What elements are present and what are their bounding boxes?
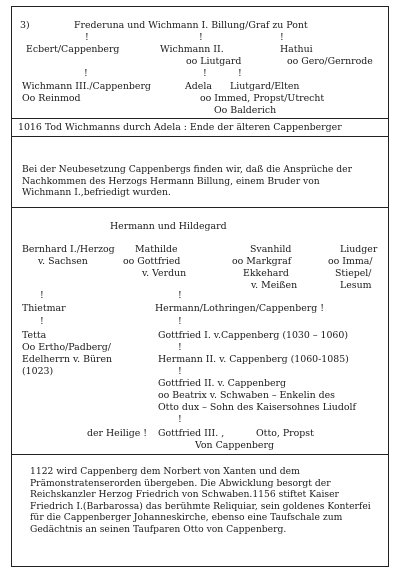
paragraph-line: Prämonstratenserorden übergeben. Die Abwicklung besorgt der	[30, 477, 331, 489]
tree2-bernhard-line2: v. Sachsen	[38, 256, 88, 267]
tree2-mathilde-line3: v. Verdun	[142, 268, 187, 279]
tree2-liudger-line4: Lesum	[340, 280, 372, 291]
tree2-mathilde: Mathilde	[135, 244, 178, 255]
tree2-tetta-line4: (1023)	[22, 366, 54, 377]
tree2-mark: !	[178, 366, 182, 377]
tree2-liudger-line2: oo Imma/	[328, 256, 373, 267]
tree2-mathilde-line2: oo Gottfried	[123, 256, 181, 267]
tree1-mark-3: !	[280, 32, 284, 43]
tree1-mark-1: !	[85, 32, 89, 43]
tree2-bernhard: Bernhard I./Herzog	[22, 244, 115, 255]
tree2-liudger: Liudger	[340, 244, 378, 255]
divider	[11, 136, 389, 137]
tree1-spouse-immed: oo Immed, Propst/Utrecht	[200, 93, 325, 104]
tree1-mark-6: !	[238, 68, 242, 79]
tree1-child-hathui: Hathui	[280, 44, 313, 55]
paragraph-1	[22, 164, 352, 199]
divider	[11, 207, 389, 208]
tree1-mark-5: !	[203, 68, 207, 79]
tree2-mark: !	[40, 290, 44, 301]
tree2-tetta: Tetta	[22, 330, 47, 341]
tree2-hermann2: Hermann II. v. Cappenberg (1060-1085)	[158, 354, 349, 365]
paragraph-line: Gedächtnis an seinen Taufparen Otto von Cappenberg.	[30, 523, 287, 535]
tree1-spouse-liutgard: oo Liutgard	[186, 56, 242, 67]
tree1-mark-4: !	[84, 68, 88, 79]
tree1-mark-2: !	[199, 32, 203, 43]
divider	[11, 454, 389, 455]
tree2-svanhild: Svanhild	[250, 244, 292, 255]
tree2-liudger-line3: Stiepel/	[335, 268, 372, 279]
paragraph-line: Friedrich I.(Barbarossa) das berühmte Reliquiar, sein goldenes Konterfei	[30, 500, 371, 512]
tree2-mark: !	[178, 414, 182, 425]
tree1-root: Frederuna und Wichmann I. Billung/Graf zu Pont	[74, 20, 308, 31]
tree2-hermann-lothringen: Hermann/Lothringen/Cappenberg !	[155, 303, 324, 314]
tree2-gottfried1: Gottfried I. v.Cappenberg (1030 – 1060)	[158, 330, 349, 341]
paragraph-line: Wichmann I.,befriedigt wurden.	[22, 187, 171, 199]
paragraph-line: für die Cappenberger Johanneskirche, ebenso eine Taufschale zum	[30, 512, 343, 524]
tree2-otto-propst: Otto, Propst	[256, 428, 314, 439]
tree2-gottfried2: Gottfried II. v. Cappenberg	[158, 378, 287, 389]
tree2-heilige: der Heilige !	[87, 428, 148, 439]
tree2-gottfried2-spouse: oo Beatrix v. Schwaben – Enkelin des	[158, 390, 335, 401]
banner-text: 1016 Tod Wichmanns durch Adela : Ende der älteren Cappenberger	[18, 122, 342, 133]
tree1-spouse-gero: oo Gero/Gernrode	[287, 56, 373, 67]
tree1-wichmann3: Wichmann III./Cappenberg	[22, 81, 151, 92]
tree2-tetta-line3: Edelherrn v. Büren	[22, 354, 113, 365]
tree1-adela: Adela	[185, 81, 212, 92]
paragraph-line: Reichskanzler Herzog Friedrich von Schwaben.1156 stiftet Kaiser	[30, 489, 339, 501]
tree2-svanhild-line2: oo Markgraf	[232, 256, 292, 267]
paragraph-line: Bei der Neubesetzung Cappenbergs finden wir, daß die Ansprüche der	[22, 164, 352, 175]
tree1-child-ecbert: Ecbert/Cappenberg	[26, 44, 120, 55]
divider	[11, 118, 389, 119]
tree2-svanhild-line3: Ekkehard	[243, 268, 289, 279]
tree2-otto-dux: Otto dux – Sohn des Kaisersohnes Liudolf	[158, 402, 356, 413]
paragraph-line: Nachkommen des Herzogs Hermann Billung, einem Bruder von	[22, 175, 320, 187]
paragraph-2	[30, 466, 371, 536]
tree1-liutgard-elten: Liutgard/Elten	[230, 81, 300, 92]
tree2-mark: !	[178, 342, 182, 353]
tree1-spouse-reinmod: Oo Reinmod	[22, 93, 81, 104]
tree2-svanhild-line4: v. Meißen	[251, 280, 298, 291]
tree1-spouse-balderich: Oo Balderich	[214, 105, 277, 116]
tree2-mark: !	[178, 316, 182, 327]
tree1-child-wichmann2: Wichmann II.	[160, 44, 224, 55]
tree2-mark: !	[178, 290, 182, 301]
section-number: 3)	[20, 20, 30, 31]
tree2-root: Hermann und Hildegard	[110, 221, 227, 232]
tree2-tetta-line2: Oo Ertho/Padberg/	[22, 342, 111, 353]
tree2-von-cappenberg: Von Cappenberg	[195, 440, 274, 451]
tree2-mark: !	[40, 316, 44, 327]
paragraph-line: 1122 wird Cappenberg dem Norbert von Xanten und dem	[30, 466, 300, 477]
tree2-gottfried3: Gottfried III. ,	[158, 428, 225, 439]
tree2-thietmar: Thietmar	[22, 303, 66, 314]
